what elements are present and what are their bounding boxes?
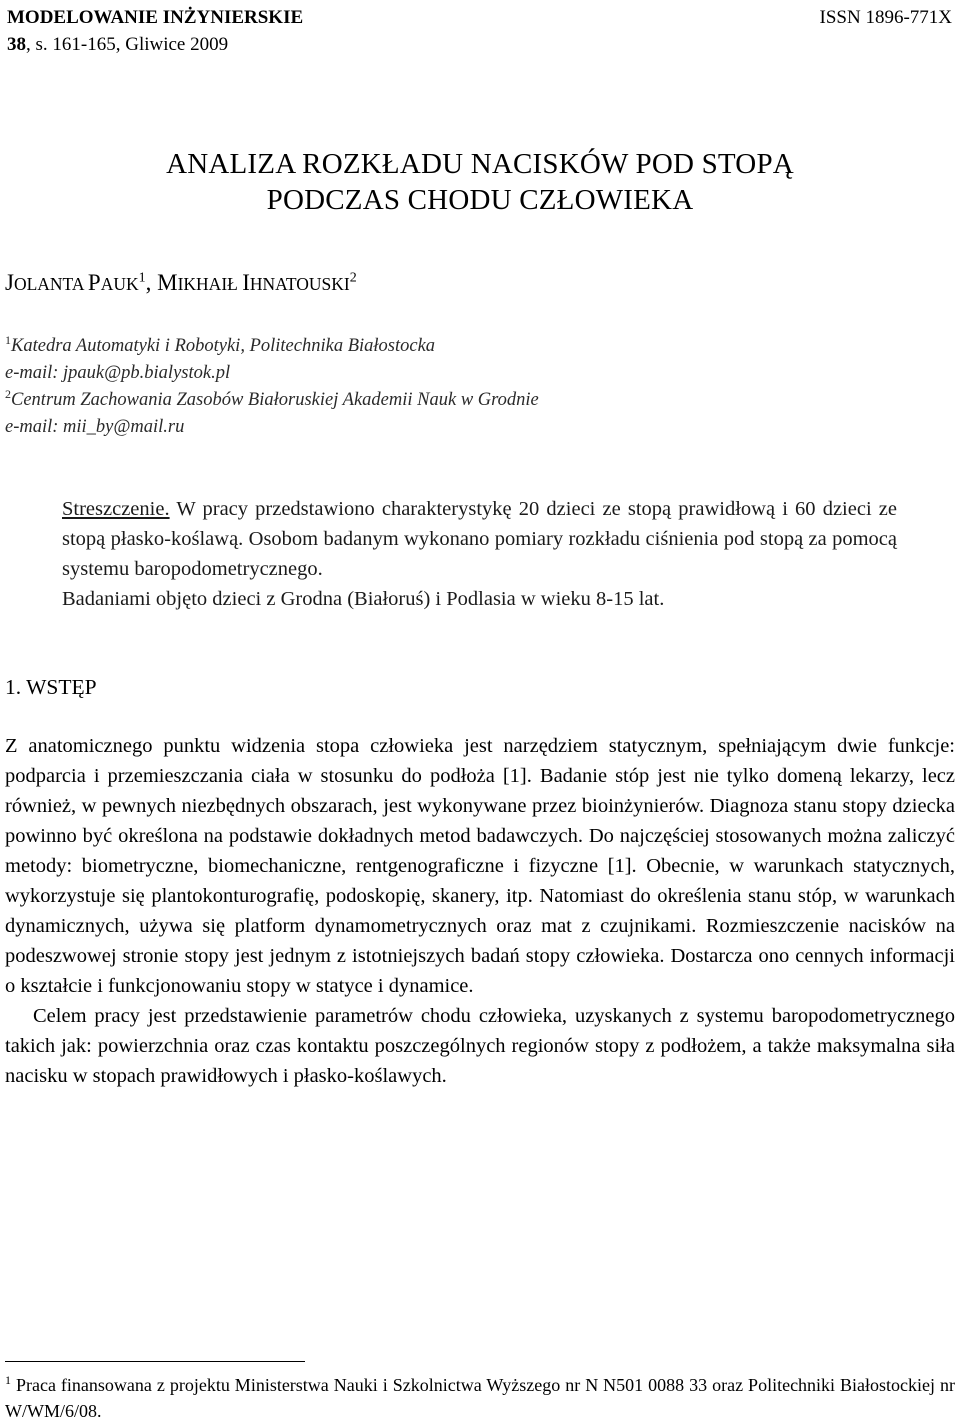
author-1-first-initial: J <box>5 270 14 295</box>
abstract-last-line: Badaniami objęto dzieci z Grodna (Białoruś) i Podlasia w wieku 8-15 lat. <box>62 588 665 610</box>
affiliation-2 <box>5 387 539 414</box>
author-2-affiliation-mark: 2 <box>349 270 357 286</box>
journal-volume-line <box>7 31 303 58</box>
paragraph-1: Z anatomicznego punktu widzenia stopa człowieka jest narzędziem statycznym, spełniającym dwie funkcje: podparcia i przemieszczania ciała w stosunku do podłoża [1]. Badanie stóp jest nie tylko domeną lekarzy, lecz również, w pewnych niezbędnych obszarach, jest wykonywane przez bioinżynierów. Diagnoza stanu stopy dziecka powinno być określona na podstawie dokładnych metod badawczych. Do najczęściej stosowanych można zaliczyć metody: biometryczne, biomechaniczne, rentgenograficzne i fizyczne [1]. Obecnie, w warunkach statycznych, wykorzystuje się plantokonturografię, podoskopię, skanery, itp. Natomiast do określenia stanu stóp, w warunkach dynamicznych, używa się platform dynamometrycznych oraz mat z czujnikami. Rozmieszczenie nacisków na podeszwowej stronie stopy jest jednym z istotniejszych badań stopy człowieka. Dostarcza ono cennych informacji o kształcie i funkcjonowaniu stopy w statyce i dynamice. <box>5 735 955 997</box>
affiliation-2-name: Centrum Zachowania Zasobów Białoruskiej Akademii Nauk w Grodnie <box>11 390 539 410</box>
author-2-last-initial: I <box>242 270 250 295</box>
author-1-affiliation-mark: 1 <box>138 270 146 286</box>
author-2-first-initial: M <box>157 270 178 295</box>
journal-name: MODELOWANIE INŻYNIERSKIE <box>7 7 304 28</box>
author-1-last-rest: AUK <box>100 274 139 294</box>
author-1-first-rest: OLANTA <box>13 274 88 294</box>
section-heading: 1. WSTĘP <box>5 675 97 699</box>
author-2-last-rest: HNATOUSKI <box>249 274 350 294</box>
affiliation-1-email: e-mail: jpauk@pb.bialystok.pl <box>5 363 231 383</box>
author-1-last-initial: P <box>87 270 101 295</box>
footnote-divider <box>5 1361 305 1362</box>
paragraph-2: Celem pracy jest przedstawienie parametrów chodu człowieka, uzyskanych z systemu baropodometrycznego takich jak: powierzchnia oraz czas kontaktu poszczególnych regionów stopy z podłożem, a także maksymalna siła nacisku w stopach prawidłowych i płasko-koślawych. <box>5 1005 955 1087</box>
journal-header <box>7 4 303 58</box>
affiliation-2-mark: 2 <box>5 386 11 401</box>
authors <box>5 268 357 299</box>
affiliation-1-name: Katedra Automatyki i Robotyki, Politechnika Białostocka <box>11 336 436 356</box>
paper-title <box>0 146 960 218</box>
footnote-mark: 1 <box>5 1373 11 1387</box>
footnote-text: Praca finansowana z projektu Ministerstwa Nauki i Szkolnictwa Wyższego nr N N501 0088 33 oraz Politechniki Białostockiej nr W/WM/6/08. <box>5 1375 955 1421</box>
title-line-1: ANALIZA ROZKŁADU NACISKÓW POD STOPĄ <box>166 148 794 180</box>
title-line-2: PODCZAS CHODU CZŁOWIEKA <box>266 184 694 216</box>
section-body <box>5 731 955 1091</box>
journal-pages: , s. 161-165, Gliwice 2009 <box>26 34 229 55</box>
abstract-label: Streszczenie. <box>62 498 170 520</box>
footnote <box>5 1372 955 1424</box>
affiliation-1 <box>5 333 539 360</box>
affiliation-1-mark: 1 <box>5 332 11 347</box>
affiliations <box>5 333 539 441</box>
issn: ISSN 1896-771X <box>819 7 952 28</box>
abstract-text: W pracy przedstawiono charakterystykę 20 dzieci ze stopą prawidłową i 60 dzieci ze stopą płasko-koślawą. Osobom badanym wykonano pomiary rozkładu ciśnienia pod stopą za pomocą systemu baropodometrycznego. <box>62 498 897 580</box>
abstract-paragraph <box>62 494 897 584</box>
author-2-first-rest: IKHAIŁ <box>177 274 243 294</box>
abstract <box>62 494 897 614</box>
affiliation-2-email: e-mail: mii_by@mail.ru <box>5 417 185 437</box>
journal-volume: 38 <box>7 34 26 55</box>
author-separator: , <box>145 270 158 295</box>
